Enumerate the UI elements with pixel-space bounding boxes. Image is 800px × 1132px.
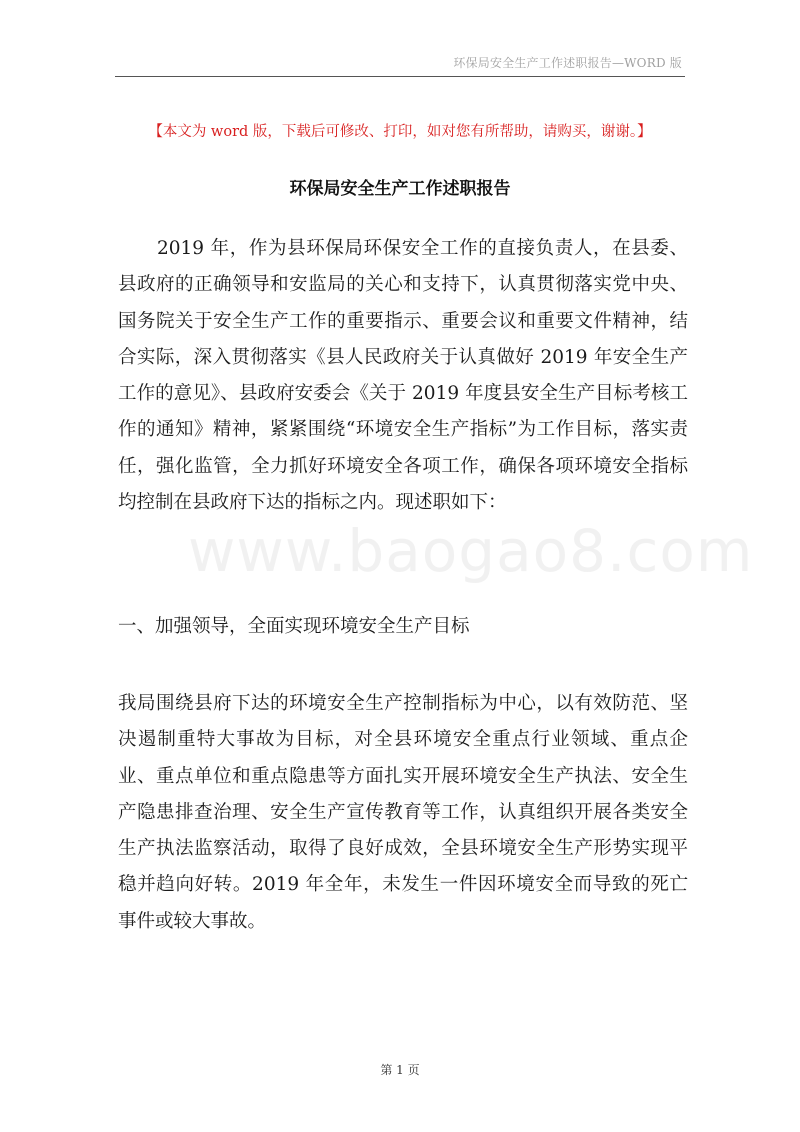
purchase-notice: 【本文为 word 版，下载后可修改、打印，如对您有所帮助，请购买，谢谢。】 (148, 124, 652, 140)
page-number: 第 1 页 (380, 1063, 420, 1077)
running-header: 环保局安全生产工作述职报告—WORD 版 (453, 56, 682, 70)
header-divider (115, 76, 685, 77)
body-paragraph-1: 2019 年，作为县环保局环保安全工作的直接负责人，在县委、县政府的正确领导和安监局的关心和支持下，认真贯彻落实党中央、国务院关于安全生产工作的重要指示、重要会议和重要文件精神，结合实际，深入贯彻落实《县人民政府关于认真做好 2019 年安全生产工作的意见》、县政府安委会《关于 2019 年度县安全生产目标考核工作的通知》精神，紧紧围绕“环境安全生产指标”为工作目标，落实责任，强化监管，全力抓好环境安全各项工作，确保各项环境安全指标均控制在县政府下达的指标之内。现述职如下： (118, 238, 688, 514)
section-heading-1: 一、加强领导，全面实现环境安全生产目标 (118, 616, 470, 637)
body-paragraph-2: 我局围绕县府下达的环境安全生产控制指标为中心，以有效防范、坚决遏制重特大事故为目标，对全县环境安全重点行业领域、重点企业、重点单位和重点隐患等方面扎实开展环境安全生产执法、安全生产隐患排查治理、安全生产宣传教育等工作，认真组织开展各类安全生产执法监察活动，取得了良好成效，全县环境安全生产形势实现平稳并趋向好转。2019 年全年，未发生一件因环境安全而导致的死亡事件或较大事故。 (118, 693, 688, 932)
watermark: www.baogao8.com (188, 517, 754, 585)
document-title: 环保局安全生产工作述职报告 (289, 179, 511, 199)
